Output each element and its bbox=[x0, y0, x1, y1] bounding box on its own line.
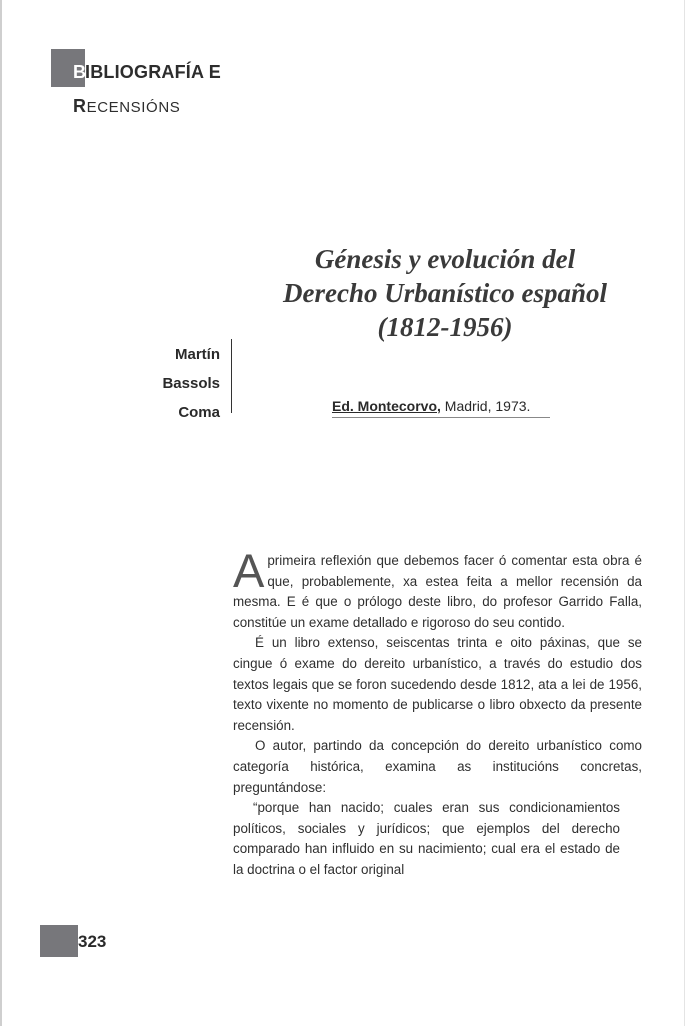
book-title-line2: Derecho Urbanístico español bbox=[283, 278, 607, 308]
author-first-name: Martín bbox=[175, 346, 220, 363]
section-line2-initial: R bbox=[73, 96, 87, 116]
author-divider bbox=[231, 339, 232, 413]
edition-place-year: Madrid, 1973. bbox=[440, 398, 531, 414]
block-quote-text: “porque han nacido; cuales eran sus condicionamientos políticos, sociales y jurídicos; que ejemplos del derecho comparado han influido en su nacimiento; cual era el estado de la doctrina o el factor original bbox=[233, 800, 620, 877]
drop-cap: A bbox=[233, 544, 265, 597]
publisher: Ed. Montecorvo, bbox=[332, 398, 441, 414]
review-body bbox=[233, 544, 642, 881]
book-title-line1: Génesis y evolución del bbox=[314, 244, 576, 274]
book-author bbox=[110, 340, 220, 427]
block-quote bbox=[233, 798, 620, 880]
paragraph-3: O autor, partindo da concepción do dereito urbanístico como categoría histórica, examina as institucións concretas, preguntándose: bbox=[233, 738, 642, 795]
paragraph-1-text: primeira reflexión que debemos facer ó comentar esta obra é que, probablemente, xa estea feita a mellor recensión da mesma. E é que o prólogo deste libro, do profesor Garrido Falla, constitúe un exame detallado e rigoroso do seu contido. bbox=[233, 553, 642, 630]
author-middle-name: Bassols bbox=[162, 375, 220, 392]
book-title bbox=[240, 242, 650, 344]
page-number: 323 bbox=[78, 932, 107, 951]
section-title-line1: IBLIOGRAFÍA E bbox=[85, 62, 221, 82]
edition-info bbox=[332, 398, 550, 418]
paragraph-1 bbox=[233, 544, 642, 633]
page-left-edge bbox=[0, 0, 2, 1026]
section-initial: B bbox=[73, 62, 86, 82]
book-title-line3: (1812-1956) bbox=[377, 312, 513, 342]
page-number-block bbox=[40, 925, 78, 957]
section-title-line2 bbox=[73, 94, 180, 120]
section-line2-rest: ECENSIÓNS bbox=[86, 99, 181, 116]
paragraph-2: É un libro extenso, seiscentas trinta e oito páxinas, que se cingue ó exame do dereito urbanístico, a través do estudio dos textos legais que se foron sucedendo desde 1812, ata a lei de 1956, texto vixente no momento de publicarse o libro obxecto da presente recensión. bbox=[233, 635, 642, 733]
author-last-name: Coma bbox=[178, 404, 220, 421]
